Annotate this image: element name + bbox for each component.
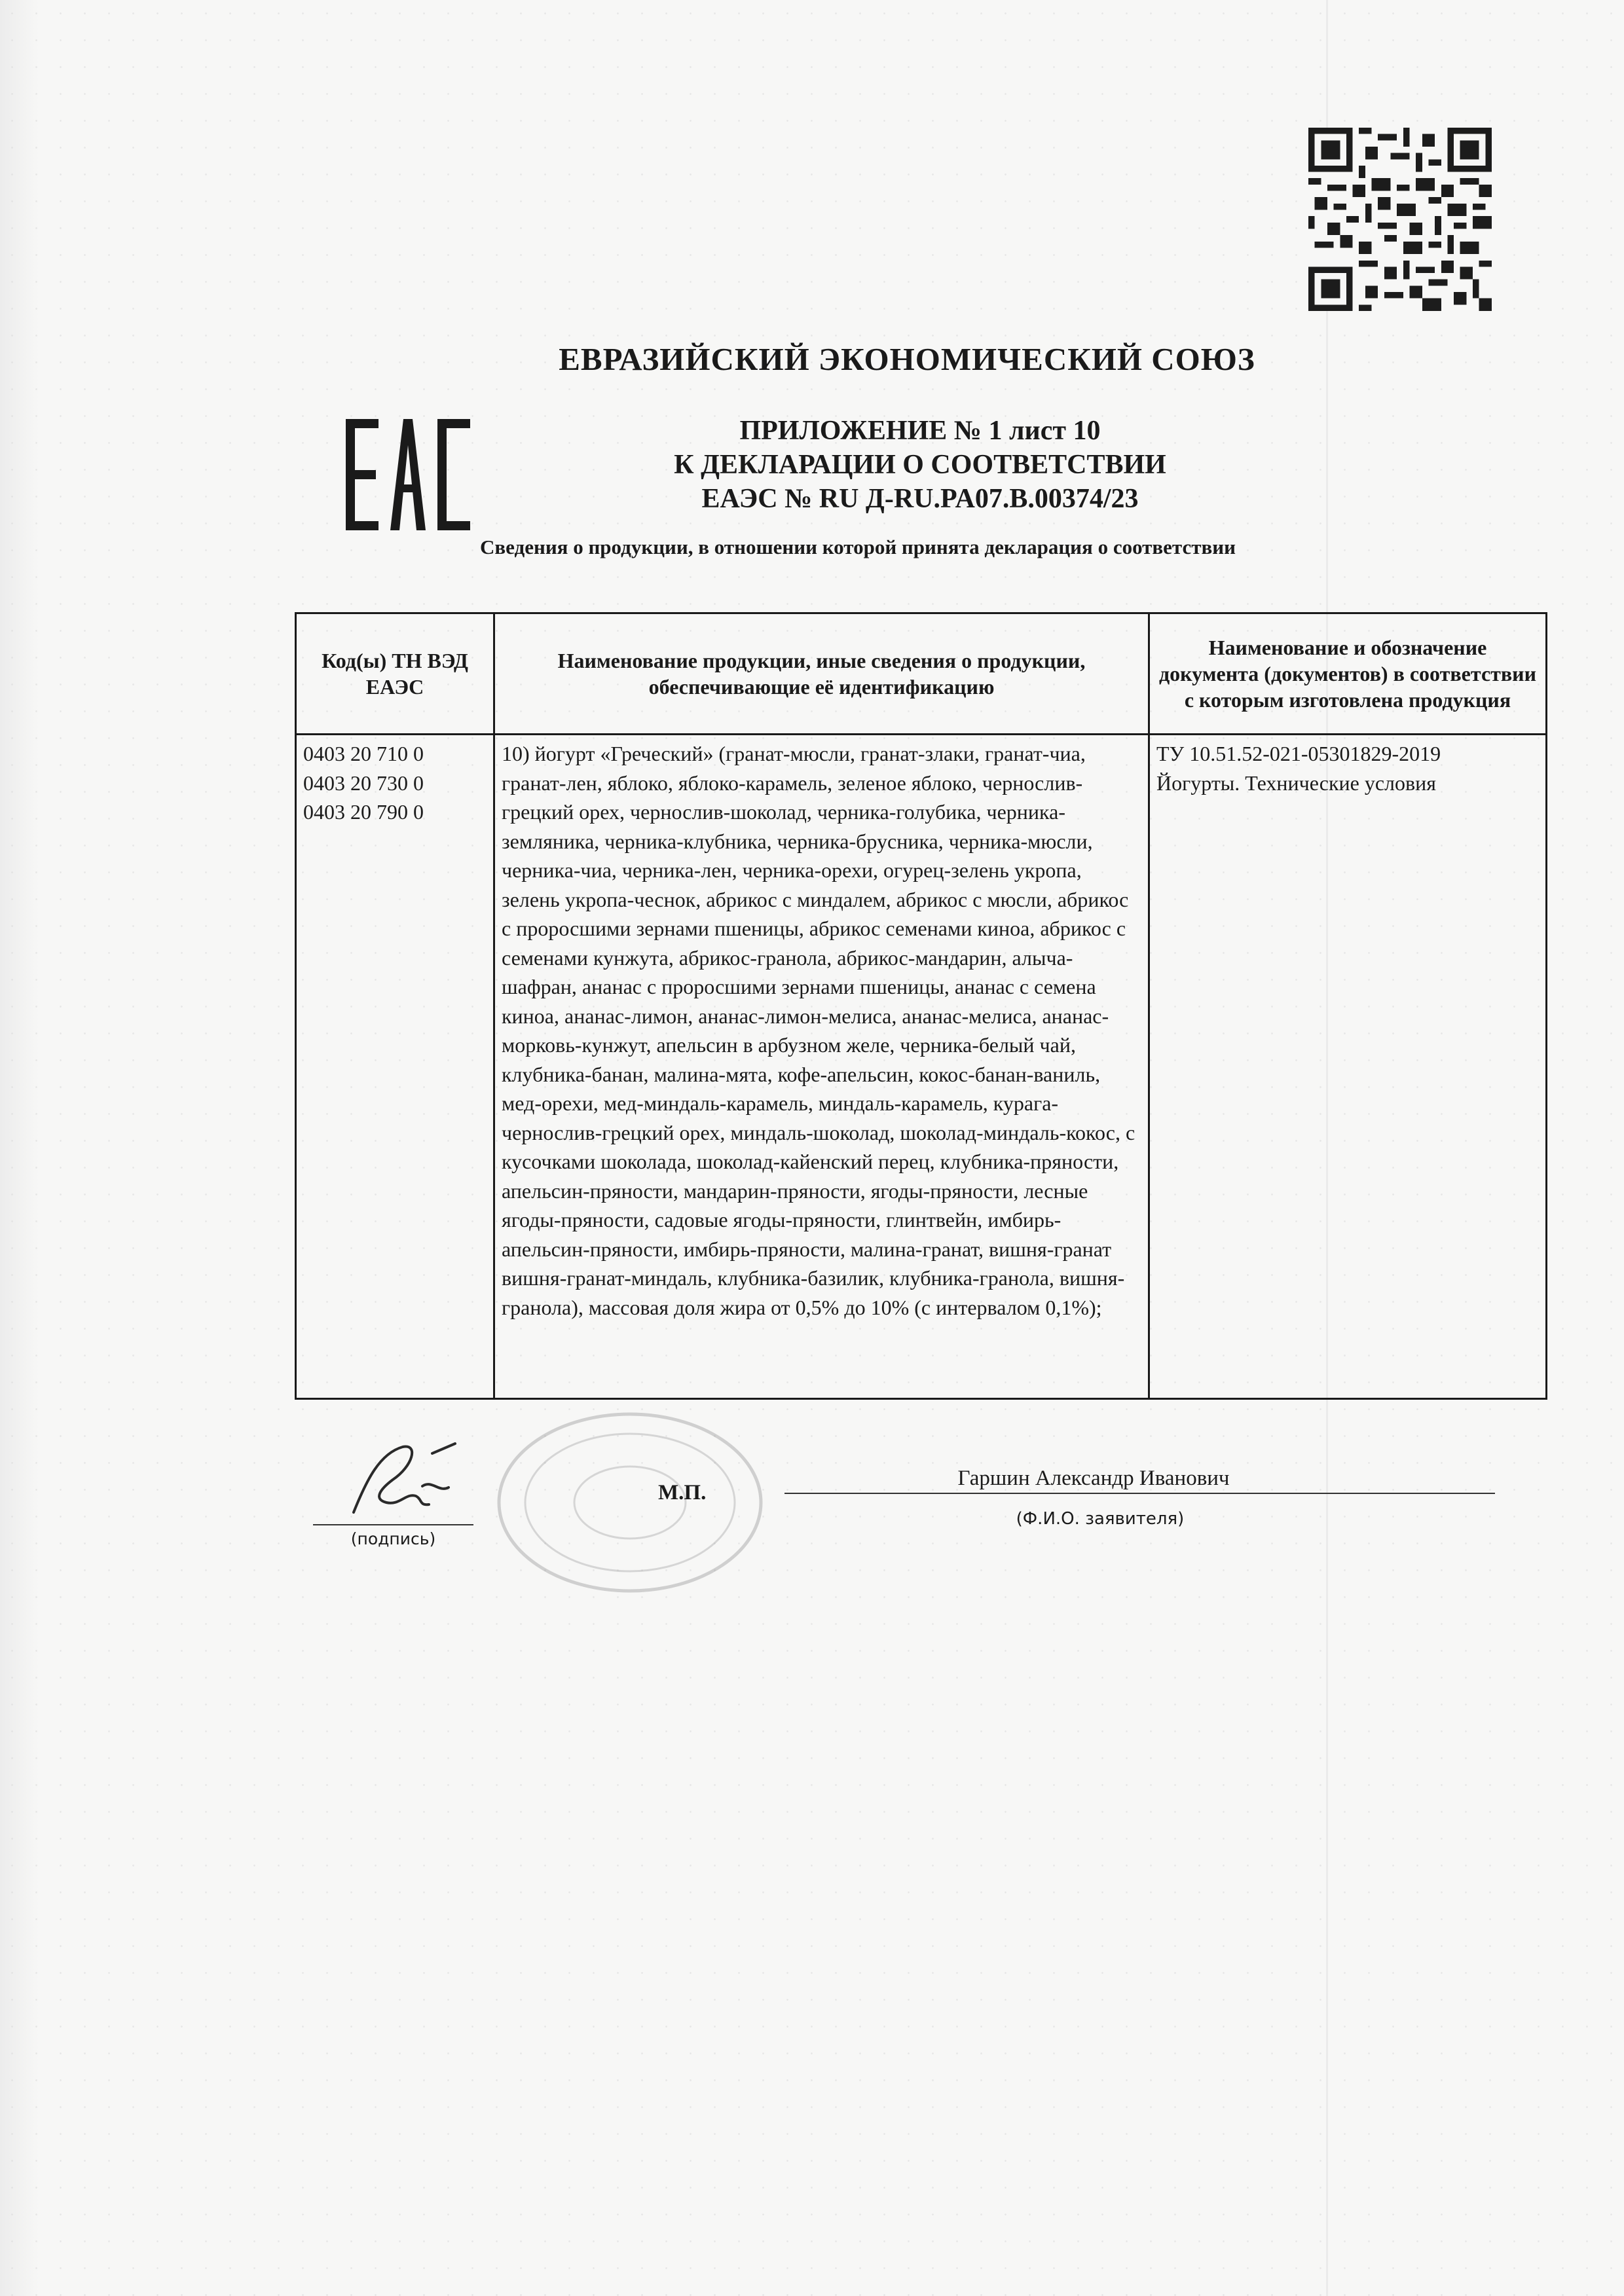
table-header-row [296,613,1547,735]
signature-line [313,1524,473,1525]
annex-line-3: ЕАЭС № RU Д-RU.PA07.B.00374/23 [701,484,1139,514]
signature-image [341,1440,458,1525]
applicant-line [784,1493,1495,1494]
cell-document [1149,735,1547,1399]
document-code: ТУ 10.51.52-021-05301829-2019 [1156,742,1441,765]
applicant-name: Гаршин Александр Иванович [957,1467,1230,1490]
document-title: Йогурты. Технические условия [1156,771,1436,795]
seal-label: М.П. [658,1481,707,1504]
cell-description: 10) йогурт «Греческий» (гранат-мюсли, гранат-злаки, гранат-чиа, гранат-лен, яблоко, яблоко-карамель, зеленое яблоко, чернослив-грецкий орех, чернослив-шоколад, черника-голубика, черника-земляника, черника-клубника, черника-брусника, черника-мюсли, черника-чиа, черника-лен, черника-орехи, огурец-зелень укропа, зелень укропа-чеснок, абрикос с миндалем, абрикос с мюсли, абрикос с проросшими зернами пшеницы, абрикос семенами киноа, абрикос с семенами кунжута, абрикос-гранола, абрикос-мандарин, алыча-шафран, ананас с проросшими зернами пшеницы, ананас с семена киноа, ананас-лимон, ананас-лимон-мелиса, ананас-мелиса, ананас-морковь-кунжут, апельсин в арбузном желе, черника-белый чай, клубника-банан, малина-мята, кофе-апельсин, кокос-банан-ваниль, мед-орехи, мед-миндаль-карамель, миндаль-карамель, курага-чернослив-грецкий орех, миндаль-шоколад, шоколад-миндаль-кокос, с кусочками шоколада, шоколад-кайенский перец, клубника-пряности, апельсин-пряности, мандарин-пряности, ягоды-пряности, лесные ягоды-пряности, садовые ягоды-пряности, глинтвейн, имбирь-апельсин-пряности, имбирь-пряности, малина-гранат, вишня-гранат вишня-гранат-миндаль, клубника-базилик, клубника-гранола, вишня-гранола), массовая доля жира от 0,5% до 10% (с интервалом 0,1%); [494,735,1149,1399]
annex-heading [576,414,1264,516]
column-header-document: Наименование и обозначение документа (документов) в соответствии с которым изготовлена продукция [1149,613,1547,735]
qr-code [1308,128,1492,311]
eac-logo [346,419,470,530]
annex-line-1: ПРИЛОЖЕНИЕ № 1 лист 10 [739,416,1101,446]
code-item: 0403 20 790 0 [303,800,424,824]
applicant-caption: (Ф.И.О. заявителя) [1016,1509,1185,1529]
code-item: 0403 20 730 0 [303,771,424,795]
product-table [295,612,1547,1400]
annex-line-2: К ДЕКЛАРАЦИИ О СООТВЕТСТВИИ [674,450,1166,480]
column-header-codes: Код(ы) ТН ВЭД ЕАЭС [296,613,494,735]
cell-codes [296,735,494,1399]
union-title: ЕВРАЗИЙСКИЙ ЭКОНОМИЧЕСКИЙ СОЮЗ [559,341,1255,377]
code-item: 0403 20 710 0 [303,742,424,765]
column-header-description: Наименование продукции, иные сведения о продукции, обеспечивающие её идентификацию [494,613,1149,735]
product-info-caption: Сведения о продукции, в отношении которой принята декларация о соответствии [480,536,1236,558]
table-row [296,735,1547,1399]
stamp-seal [492,1408,767,1597]
signature-caption: (подпись) [350,1529,436,1548]
